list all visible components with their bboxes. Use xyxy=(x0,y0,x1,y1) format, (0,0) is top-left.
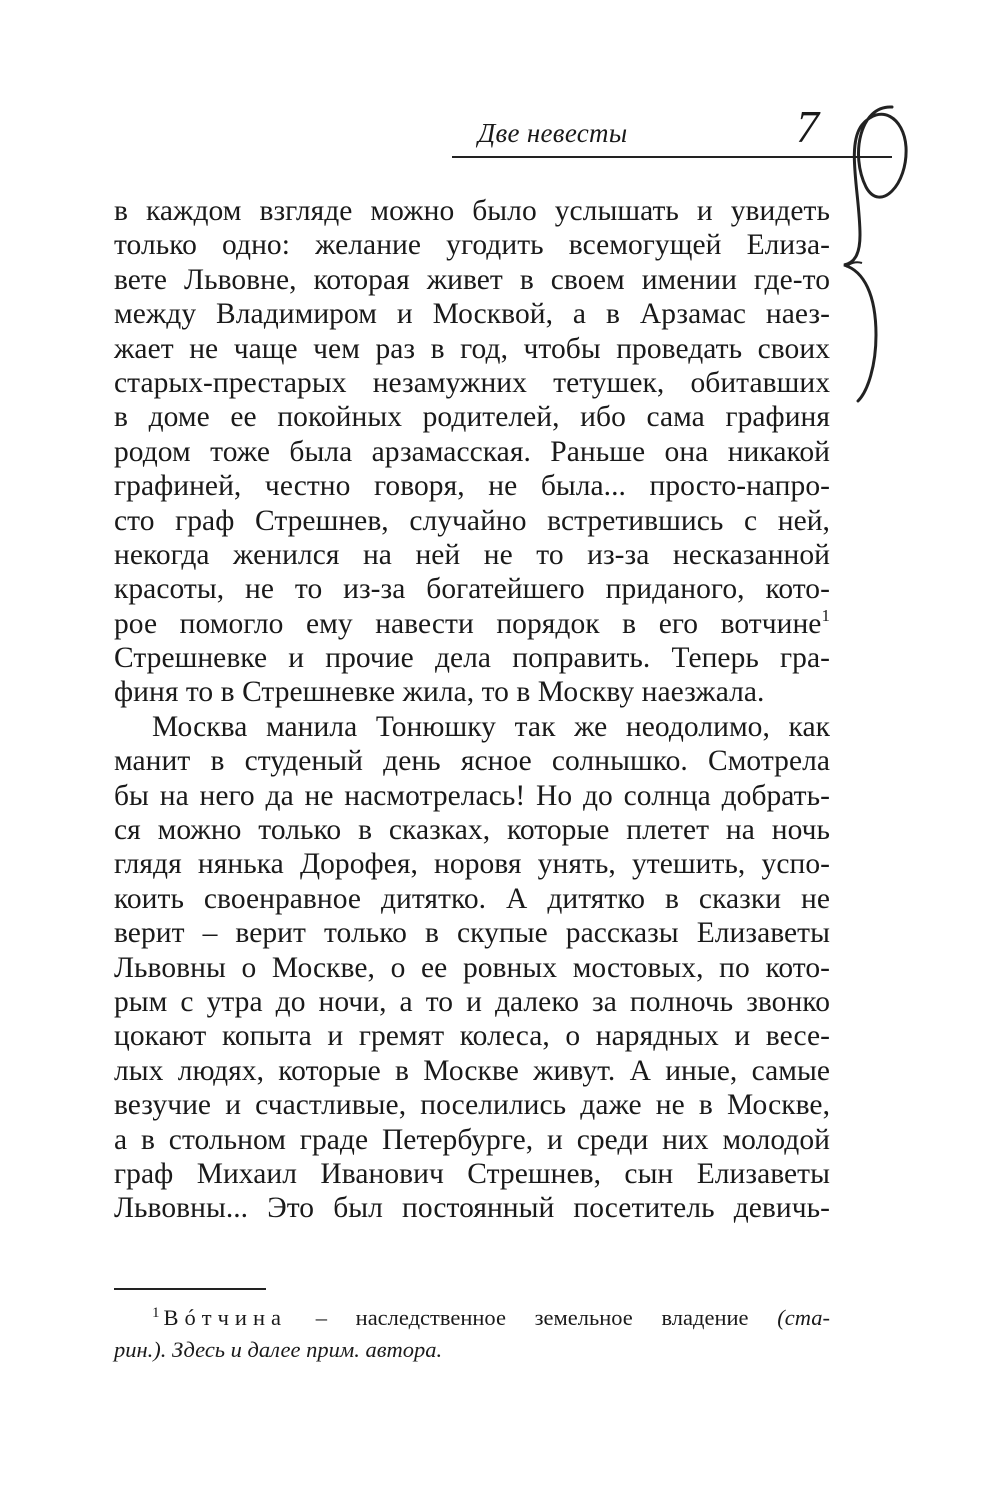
text-line: графиней, честно говоря, не была... просто-напро- xyxy=(114,470,830,503)
text-line: манит в студеный день ясное солнышко. Смотрела xyxy=(114,745,830,778)
text-line: в каждом взгляде можно было услышать и увидеть xyxy=(114,195,830,227)
text-line: лых людях, которые в Москве живут. А иные, самые xyxy=(114,1054,830,1087)
text-line: глядя нянька Дорофея, норовя унять, утешить, успо- xyxy=(114,848,830,881)
text-line: бы на него да не насмотрелась! Но до солнца добрать- xyxy=(114,779,830,812)
text-line: старых-престарых незамужних тетушек, обитавших xyxy=(114,366,830,399)
text-line: рым с утра до ночи, а то и далеко за полночь звонко xyxy=(114,985,830,1018)
text-line: граф Михаил Иванович Стрешнев, сын Елизаветы xyxy=(114,1157,830,1190)
footnote-line xyxy=(114,1302,830,1334)
text-segment: рое помогло ему навести порядок в его вотчине xyxy=(114,607,822,640)
footnote-abbr: (ста- xyxy=(777,1305,830,1330)
text-line: между Владимиром и Москвой, а в Арзамас наез- xyxy=(114,298,830,331)
text-line: сто граф Стрешнев, случайно встретившись с ней, xyxy=(114,504,830,537)
text-line: жает не чаще чем раз в год, чтобы проведать своих xyxy=(114,332,830,365)
text-line: красоты, не то из-за богатейшего приданого, кото- xyxy=(114,573,830,606)
text-line: финя то в Стрешневке жила, то в Москву наезжала. xyxy=(114,676,765,709)
text-line: в доме ее покойных родителей, ибо сама графиня xyxy=(114,401,830,434)
footnote-reference[interactable]: 1 xyxy=(821,605,830,625)
text-line: а в стольном граде Петербурге, и среди них молодой xyxy=(114,1123,830,1156)
text-line: Стрешневке и прочие дела поправить. Теперь гра- xyxy=(114,642,830,675)
paragraph-start: Москва манила Тонюшку так же неодолимо, как xyxy=(152,710,830,743)
text-line: ся можно только в сказках, которые плетет на ночь xyxy=(114,814,830,847)
text-line: некогда женился на ней не то из-за несказанной xyxy=(114,538,830,571)
text-line: родом тоже была арзамасская. Раньше она никакой xyxy=(114,435,830,468)
text-line: Львовны о Москве, о ее ровных мостовых, по кото- xyxy=(114,951,830,984)
text-line-with-footnote xyxy=(114,607,830,641)
footnote-line: рин.). Здесь и далее прим. автора. xyxy=(114,1337,443,1362)
running-title: Две невесты xyxy=(478,118,628,148)
text-line: цокают копыта и гремят колеса, о нарядных и весе- xyxy=(114,1020,830,1053)
footnote-definition: – наследственное земельное владение xyxy=(286,1305,778,1330)
text-line: Львовны... Это был постоянный посетитель девичь- xyxy=(114,1192,830,1225)
calligraphic-ornament-icon xyxy=(820,95,920,405)
footnote xyxy=(114,1302,830,1366)
text-line: вете Львовне, которая живет в своем имении где-то xyxy=(114,263,830,296)
footnote-number: 1 xyxy=(152,1305,160,1321)
text-line: везучие и счастливые, поселились даже не в Москве, xyxy=(114,1089,830,1122)
body-text xyxy=(114,194,830,1226)
text-line: коить своенравное дитятко. А дитятко в сказки не xyxy=(114,882,830,915)
page-number: 7 xyxy=(796,101,819,152)
footnote-rule xyxy=(114,1288,266,1290)
text-line: только одно: желание угодить всемогущей Елиза- xyxy=(114,229,830,262)
footnote-term: Вóтчина xyxy=(163,1305,287,1330)
text-line: верит – верит только в скупые рассказы Елизаветы xyxy=(114,917,830,950)
